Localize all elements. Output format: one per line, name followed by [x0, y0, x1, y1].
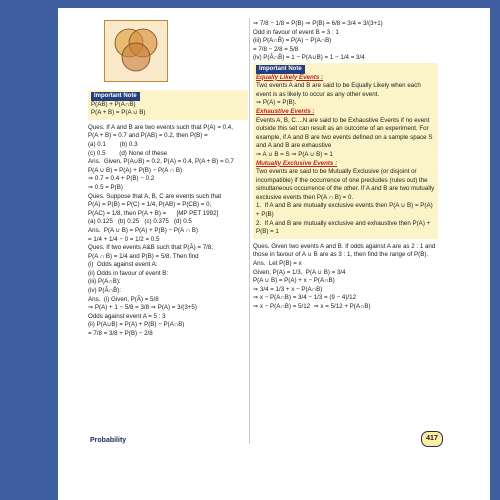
- text-line: ⇒ x − P(A∩B) = 5/12 ⇒ x = 5/12 + P(A∩B): [253, 303, 371, 310]
- text-line: Ans. P(A ∪ B) = P(A) + P(B) − P(A ∩ B): [88, 226, 198, 234]
- text-line: P(A ∪ B) = P(A) + x − P(A∩B): [253, 277, 335, 285]
- text-line: P(AC) = 1/8, then P(A + B) = [MP PET 1992]: [88, 209, 219, 217]
- note-line: Two events are said to be Mutually Exclusive (or disjoint or incompatible) if the occurrence of one precludes (rules out) the simultaneous occurrence of the other. If A and B are two mutually exclusive events then P(A ∩ B) = 0.: [256, 168, 436, 201]
- text-line: ⇒ 0.7 = 0.4 + P(B) − 0.2: [88, 175, 155, 183]
- answer-option: (a) 0.125 (b) 0.25 (c) 0.375 (d) 0.5: [88, 218, 192, 226]
- text-line: ⇒ 3/4 = 1/3 + x − P(A∩B): [253, 285, 323, 293]
- important-note-box-2: [253, 63, 438, 239]
- text-line: = 7/8 = 3/8 + P(B) − 2/8: [88, 330, 153, 338]
- left-column: [88, 20, 248, 339]
- text-line: ⇒ 7/8 − 1/8 = P(B) ⇒ P(B) = 6/8 = 3/4 = 3/(3+1): [253, 20, 383, 27]
- text-line: = 1/4 + 1/4 − 0 = 1/2 = 0.5: [88, 235, 160, 243]
- footer-title: Probability: [90, 437, 127, 444]
- right-column: [253, 20, 438, 312]
- note-subheading: Equally Likely Events :: [256, 73, 324, 81]
- text-line: P(A + B) = 0.7 and P(AB) = 0.2, then P(B) =: [88, 132, 208, 140]
- important-note-box: [88, 90, 248, 120]
- note-line: P(A + B) = P(A ∪ B): [91, 109, 146, 117]
- text-line: (ii) P(A∪B) = P(A) + P(B) − P(A∩B): [88, 321, 185, 329]
- text-line: ⇒ P(A) + 1 − 5/8 = 3/8 ⇒ P(A) = 3/(3+5): [88, 304, 197, 312]
- answer-option: (a) 0.1 (b) 0.3: [88, 140, 138, 148]
- page-frame-right: [490, 0, 500, 500]
- text-line: ⇒ x − P(A∩B) = 3/4 − 1/3 = (9 − 4)/12: [253, 294, 357, 302]
- note-line: Events A, B, C....N are said to be Exhaustive Events if no event outside this set can result as an outcome of an experiment. For example, if A and B are two events defined on a sample space S and A and B are exhaustive: [256, 116, 435, 150]
- text-line: Ques. Suppose that A, B, C are events such that: [88, 192, 222, 200]
- text-line: = 7/8 − 2/8 = 5/8: [253, 45, 299, 53]
- text-line: Odds against event A = 5 : 3: [88, 312, 166, 320]
- important-note-heading: Important Note: [91, 92, 140, 101]
- note-line: Two events A and B are said to be Equally Likely when each event is as likely to occur as any other event.: [256, 82, 423, 98]
- note-line: P(AB) + P(A∩B̄): [91, 100, 136, 108]
- text-line: Ans. Given, P(A∪B) = 0.2, P(A) = 0.4, P(A + B) = 0.7: [88, 158, 234, 166]
- note-line: ⇒ A ∪ B = S ⇒ P(A ∪ B) = 1: [256, 150, 333, 158]
- note-line: ⇒ P(A) = P(B).: [256, 99, 297, 107]
- text-line: Ques. If A and B are two events such that P(A) = 0.4,: [88, 123, 233, 131]
- column-divider: [249, 18, 250, 444]
- text-line: P(A) = P(B) = P(C) = 1/4, P(AB) = P(CB) = 0,: [88, 201, 212, 209]
- text-line: Odd in favour of event B = 3 : 1: [253, 28, 339, 36]
- note-line: 1. If A and B are mutually exclusive events then P(A ∪ B) = P(A) + P(B): [256, 202, 435, 219]
- answer-option: (c) 0.5 (d) None of these: [88, 149, 168, 157]
- text-line: (iv) P(Ā∩B̄):: [88, 287, 121, 295]
- text-line: (ii) Odds in favour of event B:: [88, 269, 169, 277]
- text-line: P(A ∩ B) = 1/4 and P(B) = 5/8. Then find: [88, 252, 199, 260]
- page-frame-top: [0, 0, 500, 8]
- text-line: P(A ∪ B) = P(A) + P(B) − P(A ∩ B): [88, 166, 183, 174]
- text-line: Ans. (i) Given, P(Ā) = 5/8: [88, 295, 159, 303]
- text-line: (iv) P(Ā∩B̄) = 1 − P(A∪B) = 1 − 1/4 = 3/4: [253, 54, 365, 62]
- important-note-heading: Important Note: [256, 65, 305, 74]
- note-subheading: Mutually Exclusive Events :: [256, 159, 338, 167]
- text-line: Ques. Given two events A and B. If odds against A are as 2 : 1 and those in favour of A ∪ B are as 3 : 1, then find the range of P(B).: [253, 242, 438, 259]
- page-number-badge: 417: [421, 431, 443, 447]
- page-frame-left: [0, 0, 58, 500]
- text-line: (iii) P(A∩B):: [88, 278, 121, 286]
- note-subheading: Exhaustive Events :: [256, 107, 315, 115]
- text-line: ⇒ 0.5 = P(B): [88, 183, 123, 191]
- text-line: Ans. Let P(B) = x: [253, 260, 302, 268]
- text-line: Ques. If two events A&B such that P(Ā) = 7/8,: [88, 244, 214, 252]
- text-line: Given, P(A) = 1/3, P(A ∪ B) = 3/4: [253, 268, 346, 276]
- text-line: (iii) P(A∩B̄) = P(A) − P(A∩B): [253, 37, 332, 45]
- text-line: (i) Odds against event A:: [88, 261, 158, 269]
- venn-diagram-image: [104, 20, 168, 82]
- note-line: 2. If A and B are mutually exclusive and exhaustive then P(A) + P(B) = 1: [256, 219, 432, 236]
